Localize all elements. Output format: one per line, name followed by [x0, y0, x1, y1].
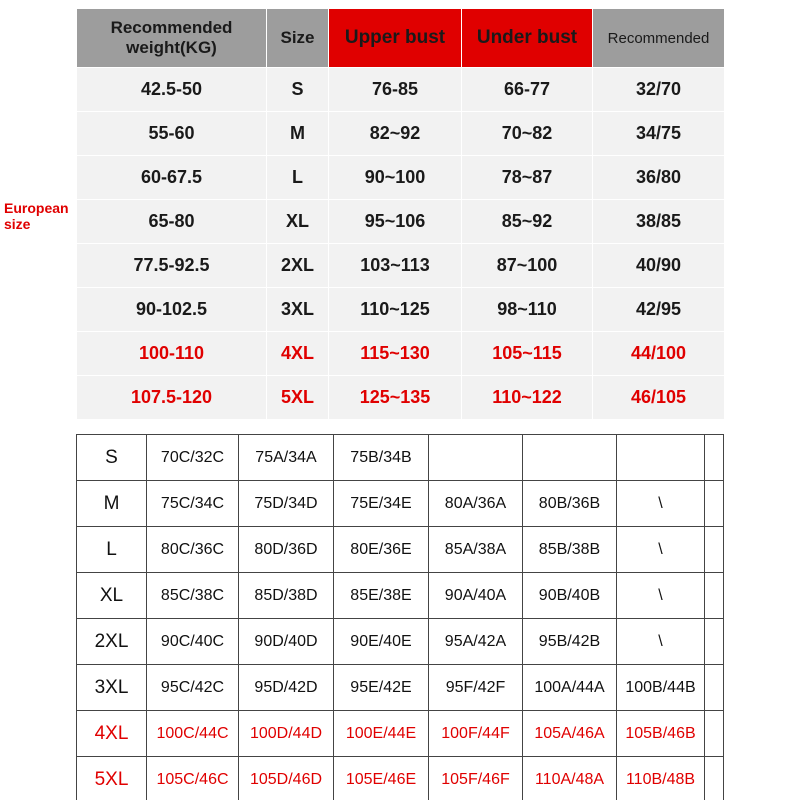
cell-size: 4XL: [267, 332, 329, 376]
cell-upper-bust: 82~92: [329, 112, 462, 156]
table-row: [77, 573, 724, 619]
cell-upper-bust: 95~106: [329, 200, 462, 244]
cell-cup-size: [617, 435, 705, 481]
cell-cup-size: 95E/42E: [334, 665, 429, 711]
cell-cup-size: [705, 435, 724, 481]
cell-cup-size: [705, 619, 724, 665]
european-size-label: European size: [4, 200, 69, 233]
top-table-body: [77, 68, 725, 420]
cell-cup-size: 75D/34D: [239, 481, 334, 527]
cell-cup-size: \: [617, 527, 705, 573]
cell-recommended: 38/85: [593, 200, 725, 244]
cell-cup-size: 105C/46C: [147, 757, 239, 800]
cell-cup-size: 105D/46D: [239, 757, 334, 800]
cell-size: S: [267, 68, 329, 112]
cell-upper-bust: 110~125: [329, 288, 462, 332]
cell-recommended: 34/75: [593, 112, 725, 156]
cell-recommended: 36/80: [593, 156, 725, 200]
cell-size: L: [267, 156, 329, 200]
table-row: [77, 156, 725, 200]
cell-recommended-weight: 77.5-92.5: [77, 244, 267, 288]
cell-size: 5XL: [267, 376, 329, 420]
cell-size-label: 2XL: [77, 619, 147, 665]
cell-cup-size: [705, 757, 724, 800]
cell-recommended-weight: 100-110: [77, 332, 267, 376]
cell-cup-size: 85C/38C: [147, 573, 239, 619]
cell-cup-size: 110B/48B: [617, 757, 705, 800]
cell-under-bust: 66-77: [462, 68, 593, 112]
cell-recommended-weight: 55-60: [77, 112, 267, 156]
table-row: [77, 757, 724, 800]
cell-cup-size: 75E/34E: [334, 481, 429, 527]
cell-cup-size: 85E/38E: [334, 573, 429, 619]
cell-cup-size: [705, 711, 724, 757]
cell-cup-size: 80B/36B: [523, 481, 617, 527]
cell-cup-size: 80E/36E: [334, 527, 429, 573]
cell-size-label: 3XL: [77, 665, 147, 711]
cell-cup-size: \: [617, 573, 705, 619]
cell-under-bust: 87~100: [462, 244, 593, 288]
cell-recommended: 44/100: [593, 332, 725, 376]
table-row: [77, 200, 725, 244]
cell-cup-size: 85B/38B: [523, 527, 617, 573]
cell-cup-size: 75B/34B: [334, 435, 429, 481]
table-row: [77, 244, 725, 288]
cell-cup-size: \: [617, 481, 705, 527]
cup-size-table-body: [77, 435, 724, 800]
cell-cup-size: [705, 481, 724, 527]
cell-cup-size: 90A/40A: [429, 573, 523, 619]
cell-size-label: L: [77, 527, 147, 573]
cell-cup-size: 70C/32C: [147, 435, 239, 481]
cell-cup-size: 90B/40B: [523, 573, 617, 619]
cell-recommended-weight: 107.5-120: [77, 376, 267, 420]
table-row: [77, 288, 725, 332]
cell-under-bust: 85~92: [462, 200, 593, 244]
cell-size-label: S: [77, 435, 147, 481]
cell-cup-size: 95D/42D: [239, 665, 334, 711]
cell-size-label: M: [77, 481, 147, 527]
header-recommended-weight: Recommended weight(KG): [77, 9, 267, 68]
recommended-weight-table: [76, 8, 725, 420]
cell-cup-size: 90E/40E: [334, 619, 429, 665]
cell-cup-size: 80C/36C: [147, 527, 239, 573]
cell-upper-bust: 115~130: [329, 332, 462, 376]
cell-size-label: 5XL: [77, 757, 147, 800]
table-row: [77, 711, 724, 757]
header-recommended: Recommended: [593, 9, 725, 68]
cell-cup-size: 95F/42F: [429, 665, 523, 711]
table-row: [77, 619, 724, 665]
cell-cup-size: 90D/40D: [239, 619, 334, 665]
cell-recommended: 32/70: [593, 68, 725, 112]
cell-cup-size: 95B/42B: [523, 619, 617, 665]
top-table-header-row: [77, 9, 725, 68]
cell-size: 2XL: [267, 244, 329, 288]
cell-cup-size: 100D/44D: [239, 711, 334, 757]
cell-under-bust: 98~110: [462, 288, 593, 332]
cell-size-label: 4XL: [77, 711, 147, 757]
cell-under-bust: 110~122: [462, 376, 593, 420]
cell-upper-bust: 103~113: [329, 244, 462, 288]
cell-cup-size: 90C/40C: [147, 619, 239, 665]
recommended-weight-table-container: [76, 8, 724, 420]
cell-recommended: 42/95: [593, 288, 725, 332]
cell-cup-size: 100E/44E: [334, 711, 429, 757]
table-row: [77, 112, 725, 156]
header-size: Size: [267, 9, 329, 68]
table-row: [77, 527, 724, 573]
cell-cup-size: 85D/38D: [239, 573, 334, 619]
cell-recommended-weight: 60-67.5: [77, 156, 267, 200]
cell-upper-bust: 90~100: [329, 156, 462, 200]
cell-cup-size: 105F/46F: [429, 757, 523, 800]
cell-cup-size: [705, 573, 724, 619]
header-upper-bust: Upper bust: [329, 9, 462, 68]
cell-recommended: 40/90: [593, 244, 725, 288]
cell-upper-bust: 125~135: [329, 376, 462, 420]
cell-recommended-weight: 42.5-50: [77, 68, 267, 112]
cell-upper-bust: 76-85: [329, 68, 462, 112]
cell-recommended-weight: 65-80: [77, 200, 267, 244]
table-row: [77, 68, 725, 112]
cell-cup-size: 75C/34C: [147, 481, 239, 527]
cell-size: 3XL: [267, 288, 329, 332]
cup-size-table: [76, 434, 724, 800]
cell-recommended-weight: 90-102.5: [77, 288, 267, 332]
cell-cup-size: \: [617, 619, 705, 665]
cell-cup-size: 80D/36D: [239, 527, 334, 573]
cell-cup-size: 80A/36A: [429, 481, 523, 527]
cell-under-bust: 105~115: [462, 332, 593, 376]
cell-cup-size: [705, 665, 724, 711]
cell-size: XL: [267, 200, 329, 244]
cell-under-bust: 78~87: [462, 156, 593, 200]
cell-cup-size: 110A/48A: [523, 757, 617, 800]
cell-size: M: [267, 112, 329, 156]
cell-cup-size: 100C/44C: [147, 711, 239, 757]
cell-under-bust: 70~82: [462, 112, 593, 156]
cell-cup-size: 105A/46A: [523, 711, 617, 757]
cell-cup-size: 85A/38A: [429, 527, 523, 573]
cell-cup-size: 100A/44A: [523, 665, 617, 711]
cell-cup-size: [429, 435, 523, 481]
table-row: [77, 481, 724, 527]
table-row: [77, 665, 724, 711]
cell-cup-size: 95C/42C: [147, 665, 239, 711]
table-row: [77, 435, 724, 481]
cell-cup-size: 95A/42A: [429, 619, 523, 665]
cell-cup-size: 75A/34A: [239, 435, 334, 481]
table-row: [77, 376, 725, 420]
cell-cup-size: [523, 435, 617, 481]
cell-recommended: 46/105: [593, 376, 725, 420]
cell-cup-size: 105E/46E: [334, 757, 429, 800]
cup-size-table-container: [76, 434, 724, 800]
cell-size-label: XL: [77, 573, 147, 619]
top-table-head: [77, 9, 725, 68]
header-under-bust: Under bust: [462, 9, 593, 68]
cell-cup-size: 100B/44B: [617, 665, 705, 711]
cell-cup-size: 105B/46B: [617, 711, 705, 757]
table-row: [77, 332, 725, 376]
cell-cup-size: [705, 527, 724, 573]
cell-cup-size: 100F/44F: [429, 711, 523, 757]
